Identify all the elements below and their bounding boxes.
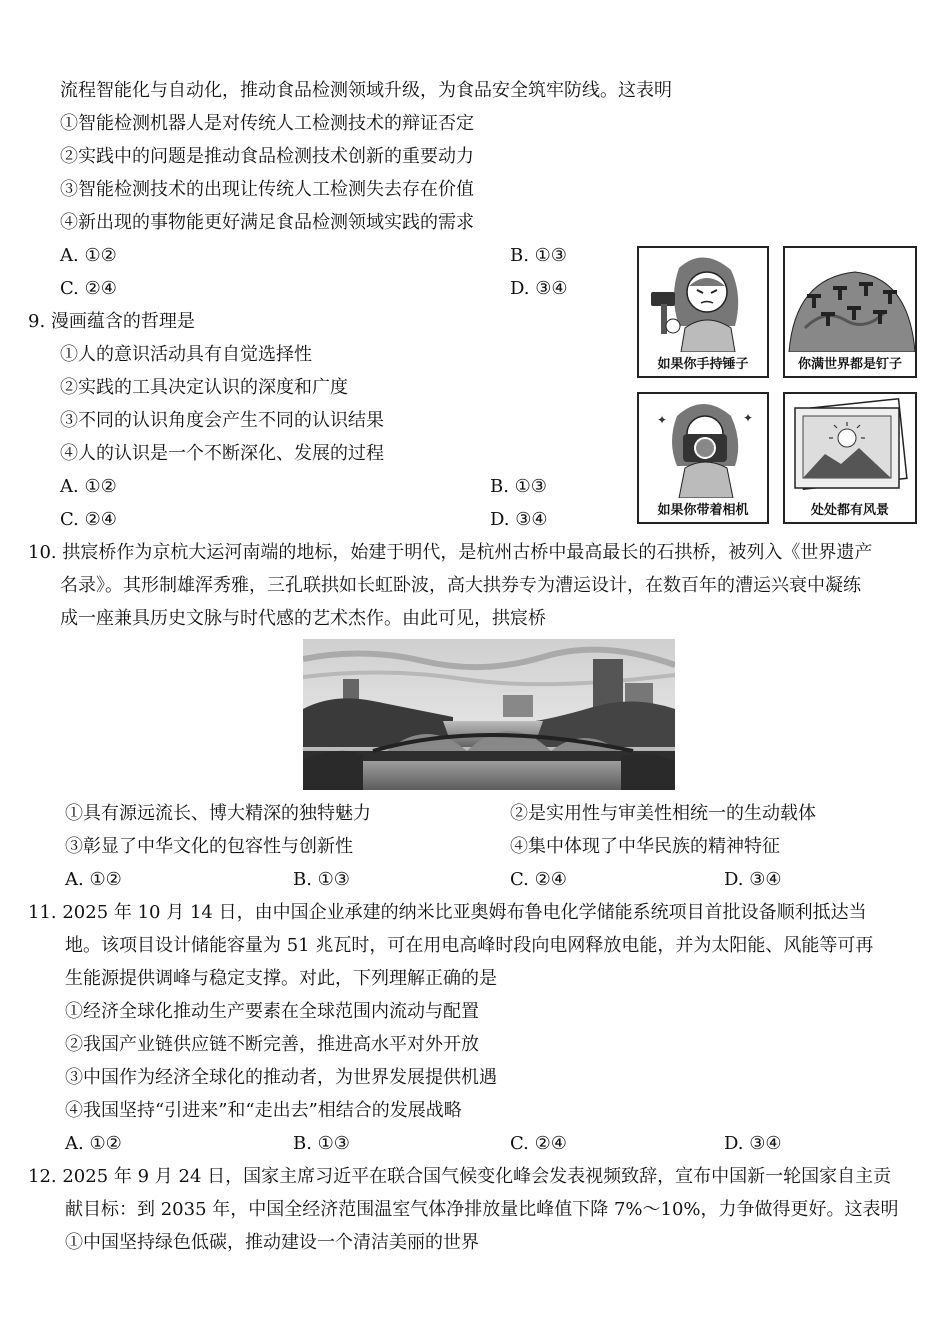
q9-choice-d: D. ③④: [490, 509, 548, 530]
q9-stem: 9. 漫画蕴含的哲理是: [28, 311, 195, 332]
q10-choice-c: C. ②④: [510, 869, 567, 890]
q10-choice-b: B. ①③: [293, 869, 350, 890]
girl-with-camera-icon: [639, 394, 767, 498]
q10-option-4: ④集中体现了中华民族的精神特征: [510, 836, 780, 857]
comic-caption-3: 如果你带着相机: [657, 503, 749, 518]
q8-choice-d: D. ③④: [510, 278, 568, 299]
q11-option-4: ④我国坚持“引进来”和“走出去”相结合的发展战略: [65, 1100, 462, 1121]
gongchen-bridge-photo: [303, 639, 675, 790]
q11-stem-line-2: 地。该项目设计储能容量为 51 兆瓦时，可在用电高峰时段向电网释放电能，并为太阳能、风能等可再: [65, 935, 874, 956]
comic-caption-4: 处处都有风景: [810, 503, 889, 518]
q12-stem-line-2: 献目标：到 2035 年，中国全经济范围温室气体净排放量比峰值下降 7%～10%，力争做得更好。这表明: [65, 1199, 899, 1220]
q9-option-4: ④人的认识是一个不断深化、发展的过程: [60, 443, 384, 464]
comic-caption-1: 如果你手持锤子: [657, 357, 749, 372]
q8-option-2: ②实践中的问题是推动食品检测技术创新的重要动力: [60, 146, 474, 167]
globe-with-nails-icon: [785, 248, 915, 352]
q11-option-3: ③中国作为经济全球化的推动者，为世界发展提供机遇: [65, 1067, 497, 1088]
q12-stem-line-1: 12. 2025 年 9 月 24 日，国家主席习近平在联合国气候变化峰会发表视频致辞，宣布中国新一轮国家自主贡: [28, 1166, 892, 1187]
q9-choice-c: C. ②④: [60, 509, 117, 530]
q11-choice-b: B. ①③: [293, 1133, 350, 1154]
q11-option-1: ①经济全球化推动生产要素在全球范围内流动与配置: [65, 1001, 479, 1022]
q11-choice-d: D. ③④: [724, 1133, 782, 1154]
q10-choice-a: A. ①②: [65, 869, 122, 890]
q10-option-2: ②是实用性与审美性相统一的生动载体: [510, 803, 816, 824]
q10-choice-d: D. ③④: [724, 869, 782, 890]
q8-option-4: ④新出现的事物能更好满足食品检测领域实践的需求: [60, 212, 474, 233]
q8-stem-continuation: 流程智能化与自动化，推动食品检测领域升级，为食品安全筑牢防线。这表明: [60, 80, 672, 101]
q10-stem-line-1: 10. 拱宸桥作为京杭大运河南端的地标，始建于明代，是杭州古桥中最高最长的石拱桥，被列入《世界遗产: [28, 542, 873, 563]
q10-option-1: ①具有源远流长、博大精深的独特魅力: [65, 803, 371, 824]
q12-option-1: ①中国坚持绿色低碳，推动建设一个清洁美丽的世界: [65, 1232, 479, 1253]
comic-panel-scenery: [783, 392, 917, 524]
q10-option-3: ③彰显了中华文化的包容性与创新性: [65, 836, 353, 857]
q9-option-3: ③不同的认识角度会产生不同的认识结果: [60, 410, 384, 431]
q11-choice-a: A. ①②: [65, 1133, 122, 1154]
q11-option-2: ②我国产业链供应链不断完善，推进高水平对外开放: [65, 1034, 479, 1055]
comic-panel-hammer: [637, 246, 769, 378]
comic-panel-camera: [637, 392, 769, 524]
q9-choice-a: A. ①②: [60, 476, 117, 497]
q9-option-2: ②实践的工具决定认识的深度和广度: [60, 377, 348, 398]
q8-option-3: ③智能检测技术的出现让传统人工检测失去存在价值: [60, 179, 474, 200]
q11-stem-line-1: 11. 2025 年 10 月 14 日，由中国企业承建的纳米比亚奥姆布鲁电化学储能系统项目首批设备顺利抵达当: [28, 902, 867, 923]
q8-option-1: ①智能检测机器人是对传统人工检测技术的辩证否定: [60, 113, 474, 134]
q10-stem-line-2: 名录》。其形制雄浑秀雅，三孔联拱如长虹卧波，高大拱券专为漕运设计，在数百年的漕运兴衰中凝练: [60, 575, 861, 596]
q9-choice-b: B. ①③: [490, 476, 547, 497]
q8-choice-a: A. ①②: [60, 245, 117, 266]
q11-stem-line-3: 生能源提供调峰与稳定支撑。对此，下列理解正确的是: [65, 968, 497, 989]
q8-choice-b: B. ①③: [510, 245, 567, 266]
comic-panel-nails: [783, 246, 917, 378]
svg-text:✦: ✦: [743, 411, 754, 425]
svg-text:✦: ✦: [657, 413, 668, 427]
comic-caption-2: 你满世界都是钉子: [797, 357, 902, 372]
q9-option-1: ①人的意识活动具有自觉选择性: [60, 344, 312, 365]
girl-with-hammer-icon: [639, 248, 767, 352]
q8-choice-c: C. ②④: [60, 278, 117, 299]
q10-stem-line-3: 成一座兼具历史文脉与时代感的艺术杰作。由此可见，拱宸桥: [60, 608, 546, 629]
landscape-photos-icon: [785, 394, 915, 498]
q11-choice-c: C. ②④: [510, 1133, 567, 1154]
